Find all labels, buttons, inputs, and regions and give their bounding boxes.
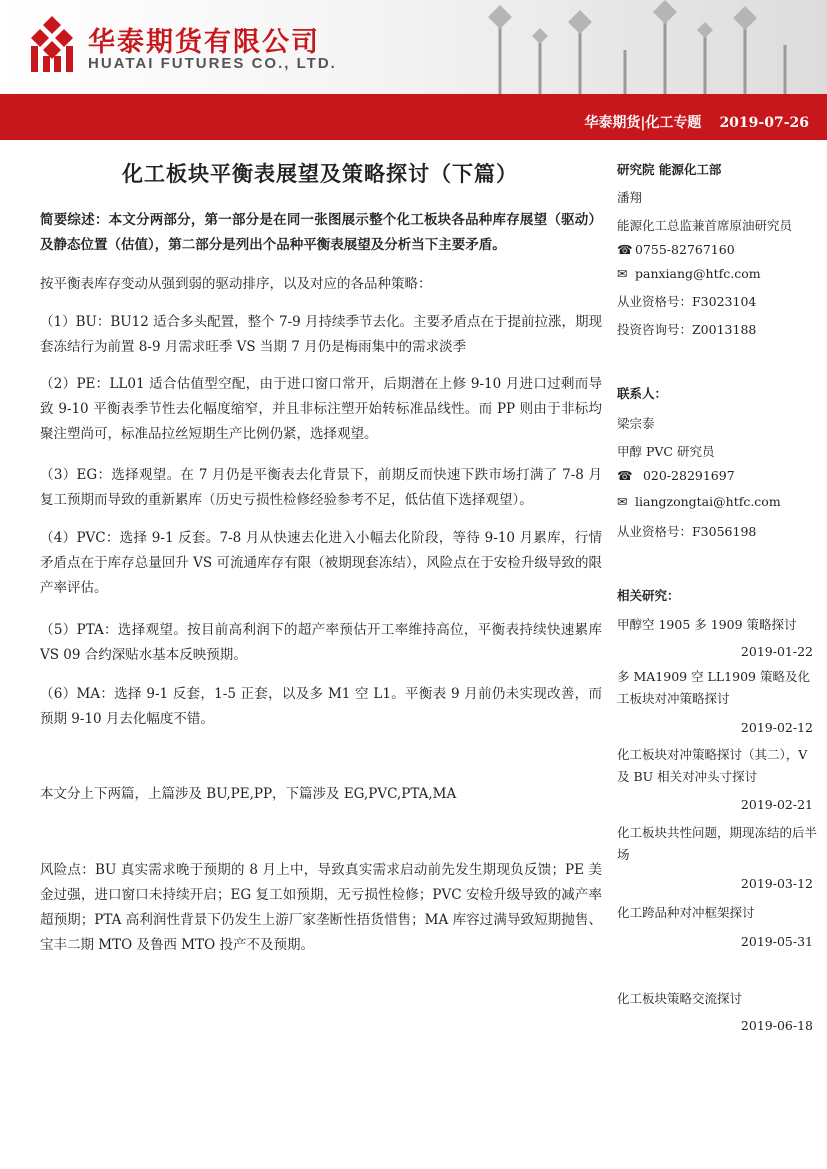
strategy-item-eg: （3）EG：选择观望。在 7 月仍是平衡表去化背景下，前期反而快速下跌市场打满了 7-8 月复工预期而导致的重新累库（历史亏损性检修经验参考不足，低估值下选择观望）。 — [40, 467, 602, 508]
related-item-title[interactable]: 化工板块对冲策略探讨（其二），V 及 BU 相关对冲头寸探讨 — [617, 747, 808, 784]
analyst1-advisory: 投资咨询号：Z0013188 — [617, 322, 757, 337]
strategy-item-pvc: （4）PVC：选择 9-1 反套。7-8 月从快速去化进入小幅去化阶段，等待 9-10 月累库，行情矛盾点在于库存总量回升 VS 可流通库存有限（被期现套冻结），风险点在于安检升级导致的限产率评估。 — [40, 530, 602, 596]
analyst1-email-address[interactable]: panxiang@htfc.com — [635, 266, 761, 281]
related-item-title[interactable]: 甲醇空 1905 多 1909 策略探讨 — [617, 617, 797, 632]
mail-icon: ✉ — [617, 266, 628, 281]
contact-heading: 联系人： — [617, 386, 668, 401]
analyst1-email[interactable] — [617, 266, 761, 281]
brand-name-en: HUATAI FUTURES CO., LTD. — [88, 55, 337, 72]
related-item-title[interactable]: 化工板块共性问题，期现冻结的后半场 — [617, 825, 818, 862]
phone-icon: ☎ — [617, 468, 633, 483]
strategy-item-bu: （1）BU：BU12 适合多头配置，整个 7-9 月持续季节去化。主要矛盾点在于提前拉涨，期现套冻结行为前置 8-9 月需求旺季 VS 当期 7 月仍是梅雨集中的需求淡季 — [40, 314, 602, 355]
summary-lead: 简要综述： — [40, 212, 109, 228]
department-label: 研究院 能源化工部 — [617, 162, 722, 177]
report-title: 化工板块平衡表展望及策略探讨（下篇） — [122, 161, 518, 186]
header-decoration — [440, 0, 827, 94]
header-ribbon — [0, 94, 827, 140]
mail-icon: ✉ — [617, 494, 628, 509]
related-item-date: 2019-02-12 — [740, 720, 813, 735]
related-item-date: 2019-03-12 — [740, 876, 813, 891]
analyst2-name: 梁宗泰 — [617, 416, 655, 431]
ribbon-label: 华泰期货|化工专题 — [584, 115, 702, 131]
strategy-item-pe: （2）PE：LL01 适合估值型空配，由于进口窗口常开，后期潜在上修 9-10 月进口过剩而导致 9-10 平衡表季节性去化幅度缩窄，并且非标注塑开始转标准品线性。而 PP 则由于非标均聚注塑尚可，标准品拉丝短期生产比例仍紧，选择观望。 — [40, 376, 602, 442]
related-item-title[interactable]: 化工跨品种对冲框架探讨 — [617, 905, 755, 920]
related-item-date: 2019-06-18 — [740, 1018, 813, 1033]
related-item-title[interactable]: 多 MA1909 空 LL1909 策略及化工板块对冲策略探讨 — [617, 669, 810, 706]
intro-paragraph: 按平衡表库存变动从强到弱的驱动排序，以及对应的各品种策略： — [40, 276, 432, 292]
analyst1-phone — [617, 242, 735, 257]
strategy-item-ma: （6）MA：选择 9-1 反套，1-5 正套，以及多 M1 空 L1。平衡表 9 月前仍未实现改善，而预期 9-10 月去化幅度不错。 — [40, 686, 602, 727]
analyst2-phone-number: 020-28291697 — [642, 468, 735, 483]
summary-text: 本文分两部分，第一部分是在同一张图展示整个化工板块各品种库存展望（驱动）及静态位置（估值），第二部分是列出个品种平衡表展望及分析当下主要矛盾。 — [40, 212, 602, 253]
analyst1-phone-number: 0755-82767160 — [635, 242, 735, 257]
analyst2-role: 甲醇 PVC 研究员 — [617, 444, 715, 459]
analyst2-email-address[interactable]: liangzongtai@htfc.com — [635, 494, 781, 509]
analyst2-license: 从业资格号：F3056198 — [617, 524, 757, 539]
huatai-logo-icon — [28, 16, 76, 74]
related-item-date: 2019-05-31 — [740, 934, 813, 949]
ribbon-text — [584, 112, 809, 132]
related-item-title[interactable]: 化工板块策略交流探讨 — [617, 991, 743, 1006]
analyst1-name: 潘翔 — [617, 190, 643, 205]
related-item-date: 2019-01-22 — [740, 644, 813, 659]
report-date: 2019-07-26 — [719, 115, 809, 131]
phone-icon: ☎ — [617, 242, 633, 257]
analyst2-email[interactable] — [617, 494, 781, 509]
strategy-item-pta: （5）PTA：选择观望。按目前高利润下的超产率预估开工率维持高位，平衡表持续快速累库 VS 09 合约深贴水基本反映预期。 — [40, 622, 602, 663]
scope-note: 本文分上下两篇，上篇涉及 BU,PE,PP，下篇涉及 EG,PVC,PTA,MA — [40, 786, 457, 802]
related-item-date: 2019-02-21 — [740, 797, 813, 812]
analyst1-role: 能源化工总监兼首席原油研究员 — [617, 218, 793, 233]
risk-paragraph: 风险点：BU 真实需求晚于预期的 8 月上中，导致真实需求启动前先发生期现负反馈；PE 美金过强，进口窗口未持续开启；EG 复工如预期，无亏损性检修；PVC 安检升级导致的减产率超预期；PTA 高利润性背景下仍发生上游厂家垄断性捂货惜售；MA 库容过满导致短期抛售、宝丰二期 MTO 及鲁西 MTO 投产不及预期。 — [40, 862, 602, 953]
related-heading: 相关研究： — [617, 588, 680, 603]
page-header — [0, 0, 827, 94]
summary-paragraph — [40, 208, 602, 258]
brand-name-cn: 华泰期货有限公司 — [88, 27, 320, 58]
analyst1-license: 从业资格号：F3023104 — [617, 294, 757, 309]
analyst2-phone — [617, 468, 735, 483]
